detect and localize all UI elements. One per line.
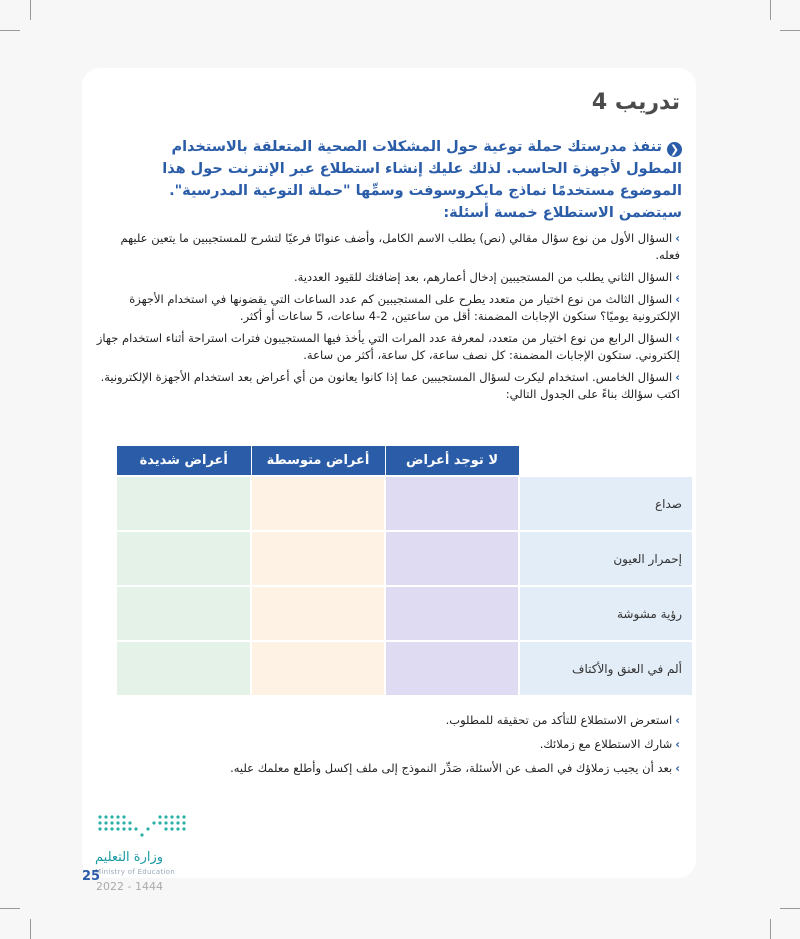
list-item: ›السؤال الثاني يطلب من المستجيبين إدخال أعمارهم، بعد إضافتك للقيود العددية. xyxy=(294,270,680,284)
cell-severe xyxy=(117,476,251,531)
year-label: 2022 - 1444 xyxy=(96,880,163,893)
chevron-left-icon: ❮ xyxy=(667,142,682,157)
cell-medium xyxy=(251,531,385,586)
crop-mark xyxy=(780,908,800,909)
cell-severe xyxy=(117,531,251,586)
cell-medium xyxy=(251,476,385,531)
table-row xyxy=(117,476,693,531)
chevron-left-icon: › xyxy=(675,331,680,345)
header-severe: أعراض شديدة xyxy=(117,446,251,476)
list-item: ›شارك الاستطلاع مع زملائك. xyxy=(539,737,680,751)
list-item: ›استعرض الاستطلاع للتأكد من تحقيقه للمطلوب. xyxy=(445,713,680,727)
chevron-left-icon: › xyxy=(675,231,680,245)
crop-mark xyxy=(770,919,771,939)
symptoms-table xyxy=(117,446,694,695)
page-number: 25 xyxy=(82,869,101,884)
steps-list xyxy=(120,712,680,784)
table-header-row xyxy=(117,446,693,476)
cell-medium xyxy=(251,641,385,695)
list-item: ›السؤال الثالث من نوع اختيار من متعدد يطرح على المستجيبين كم عدد الساعات التي يقضونها في استخدام الأجهزة الإلكترونية يوميًا؟ ستكون الإجابات المضمنة: أقل من ساعتين، 2-4 ساعات، 5 ساعات أو أكثر. xyxy=(129,292,680,323)
page-title: تدريب 4 xyxy=(591,90,680,115)
table-row xyxy=(117,586,693,641)
crop-mark xyxy=(30,919,31,939)
list-item: ›السؤال الخامس. استخدام ليكرت لسؤال المستجيبين عما إذا كانوا يعانون من أي أعراض بعد استخدام الأجهزة الإلكترونية. اكتب سؤالك بناءً على الجدول التالي: xyxy=(100,370,680,401)
intro-text: تنفذ مدرستك حملة توعية حول المشكلات الصحية المتعلقة بالاستخدام المطول لأجهزة الحاسب. لذلك عليك إنشاء استطلاع عبر الإنترنت حول هذا الموضوع مستخدمًا نماذج مايكروسوفت وسمِّها "حملة التوعية المدرسية". سيتضمن الاستطلاع خمسة أسئلة: xyxy=(162,139,682,221)
exercise-intro xyxy=(117,136,682,224)
ministry-name-en: Ministry of Education xyxy=(95,868,176,876)
table-row xyxy=(117,531,693,586)
row-label: ألم في العنق والأكتاف xyxy=(519,641,693,695)
crop-mark xyxy=(0,908,20,909)
cell-severe xyxy=(117,641,251,695)
chevron-left-icon: › xyxy=(675,761,680,775)
header-blank xyxy=(519,446,693,476)
row-label: إحمرار العيون xyxy=(519,531,693,586)
question-list xyxy=(95,230,680,408)
cell-none xyxy=(385,476,519,531)
row-label: صداع xyxy=(519,476,693,531)
chevron-left-icon: › xyxy=(675,370,680,384)
crop-mark xyxy=(770,0,771,20)
list-item: ›السؤال الأول من نوع سؤال مقالي (نص) يطلب الاسم الكامل، وأضف عنوانًا فرعيًا لتشرح للمستجيبين ما يتعين عليهم فعله. xyxy=(120,231,680,262)
crop-mark xyxy=(0,30,20,31)
list-item: ›السؤال الرابع من نوع اختيار من متعدد، لمعرفة عدد المرات التي يأخذ فيها المستجيبون فترات استراحة أثناء استخدام جهاز إلكتروني. ستكون الإجابات المضمنة: كل نصف ساعة، كل ساعة، أكثر من ساعة. xyxy=(96,331,680,362)
chevron-left-icon: › xyxy=(675,737,680,751)
chevron-left-icon: › xyxy=(675,292,680,306)
cell-severe xyxy=(117,586,251,641)
header-none: لا توجد أعراض xyxy=(385,446,519,476)
crop-mark xyxy=(30,0,31,20)
header-medium: أعراض متوسطة xyxy=(251,446,385,476)
cell-none xyxy=(385,641,519,695)
chevron-left-icon: › xyxy=(675,713,680,727)
row-label: رؤية مشوشة xyxy=(519,586,693,641)
ministry-name-ar: وزارة التعليم xyxy=(95,850,164,865)
cell-none xyxy=(385,531,519,586)
cell-medium xyxy=(251,586,385,641)
table-row xyxy=(117,641,693,695)
ministry-logo-icon xyxy=(95,812,190,840)
crop-mark xyxy=(780,30,800,31)
cell-none xyxy=(385,586,519,641)
list-item: ›بعد أن يجيب زملاؤك في الصف عن الأسئلة، صَدِّر النموذج إلى ملف إكسل وأطلع معلمك عليه. xyxy=(230,761,680,775)
chevron-left-icon: › xyxy=(675,270,680,284)
